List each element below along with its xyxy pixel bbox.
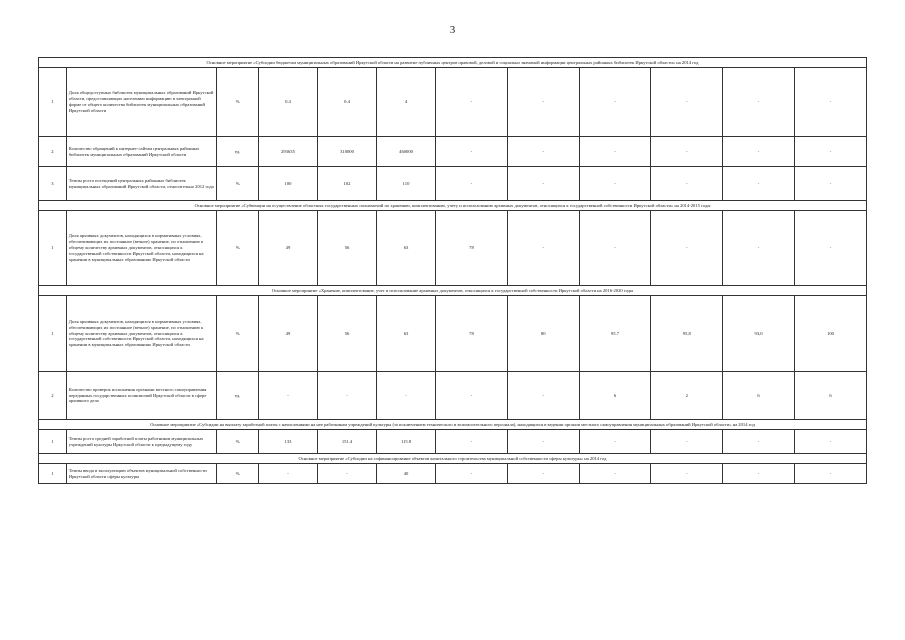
value-cell: 95,8	[651, 296, 723, 372]
unit-cell: %	[217, 211, 259, 286]
row-number: 2	[39, 137, 67, 167]
value-cell: -	[723, 430, 795, 454]
section-title: Основное мероприятие «Субсидии на софинансирование объектов капитального строительства муниципальной собственности сферы культуры» на 2014 год	[39, 454, 867, 464]
value-cell: -	[507, 68, 579, 137]
indicator-name: Темпы роста средней заработной платы работников муниципальных учреждений культуры Иркутской области к предыдущему году	[66, 430, 217, 454]
value-cell: 133	[258, 430, 317, 454]
value-cell: -	[579, 464, 651, 484]
value-cell: -	[651, 68, 723, 137]
value-cell: -	[579, 211, 651, 286]
value-cell: -	[258, 464, 317, 484]
row-number: 1	[39, 464, 67, 484]
page-number: 3	[449, 24, 456, 36]
value-cell: -	[436, 167, 508, 201]
value-cell: 95.7	[579, 296, 651, 372]
unit-cell: ед.	[217, 137, 259, 167]
value-cell: -	[436, 137, 508, 167]
indicator-name: Доля архивных документов, находящихся в нормативных условиях, обеспечивающих их постоянное (вечное) хранение, по отношению к общему количеству архивных документов, относящихся к государственной собственности Иркутской области, находящихся на хранении в муниципальных образованиях Иркутской области	[66, 296, 217, 372]
value-cell: -	[436, 430, 508, 454]
value-cell: -	[794, 464, 866, 484]
table-row	[39, 430, 867, 454]
value-cell: 0.4	[258, 68, 317, 137]
value-cell: -	[507, 211, 579, 286]
value-cell: -	[723, 137, 795, 167]
indicator-name: Темпы роста посещений центральных районных библиотек муниципальных образований Иркутской области, относительно 2012 года	[66, 167, 217, 201]
table-row	[39, 372, 867, 420]
indicator-name: Доля общедоступных библиотек муниципальных образований Иркутской области, предоставляющих населению информацию в электронной форме от общего количества библиотек муниципальных образований Иркутской области	[66, 68, 217, 137]
value-cell: 40	[377, 464, 436, 484]
value-cell: 56	[317, 211, 376, 286]
indicator-name: Доля архивных документов, находящихся в нормативных условиях, обеспечивающих их постоянное (вечное) хранение, по отношению к общему количеству архивных документов, относящихся к государственной собственности Иркутской области, находящихся на хранении в муниципальных образованиях Иркутской области	[66, 211, 217, 286]
value-cell: 100	[794, 296, 866, 372]
section-title: Основное мероприятие «Хранение, комплектование, учет и использование архивных документов, относящихся к государственной собственности Иркутской области на 2016-2020 годы	[39, 286, 867, 296]
value-cell: -	[507, 137, 579, 167]
value-cell: -	[651, 211, 723, 286]
value-cell: -	[794, 68, 866, 137]
value-cell: 2	[651, 372, 723, 420]
value-cell: 0.4	[317, 68, 376, 137]
indicator-name: Количество обращений к интернет-сайтам центральных районных библиотек муниципальных образований Иркутской области	[66, 137, 217, 167]
value-cell: -	[507, 372, 579, 420]
value-cell: 78	[436, 296, 508, 372]
value-cell: -	[579, 430, 651, 454]
value-cell: -	[651, 430, 723, 454]
row-number: 2	[39, 372, 67, 420]
value-cell: -	[651, 464, 723, 484]
value-cell: -	[794, 167, 866, 201]
value-cell: 6	[723, 372, 795, 420]
row-number: 1	[39, 68, 67, 137]
value-cell: -	[436, 372, 508, 420]
value-cell: -	[507, 167, 579, 201]
row-number: 1	[39, 430, 67, 454]
unit-cell: %	[217, 296, 259, 372]
value-cell: 78	[436, 211, 508, 286]
section-header-row	[39, 420, 867, 430]
unit-cell: %	[217, 464, 259, 484]
value-cell: 80	[507, 296, 579, 372]
section-header-row	[39, 454, 867, 464]
table-row	[39, 464, 867, 484]
indicators-table	[38, 57, 867, 484]
value-cell: -	[507, 464, 579, 484]
value-cell: -	[317, 464, 376, 484]
table-row	[39, 167, 867, 201]
unit-cell: %	[217, 167, 259, 201]
value-cell: -	[436, 464, 508, 484]
table-row	[39, 211, 867, 286]
value-cell: 63	[377, 211, 436, 286]
value-cell: -	[651, 137, 723, 167]
unit-cell: %	[217, 68, 259, 137]
unit-cell: %	[217, 430, 259, 454]
value-cell: 63	[377, 296, 436, 372]
section-header-row	[39, 286, 867, 296]
value-cell: 6	[579, 372, 651, 420]
value-cell: -	[794, 211, 866, 286]
value-cell: 4	[377, 68, 436, 137]
section-title: Основное мероприятие «Субсидии на выплату заработной платы с начислениями на нее работникам учреждений культуры (за исключением технического и вспомогательного персонала), находящихся в ведении органов местного самоуправления муниципальных образований Иркутской области» на 2014 год	[39, 420, 867, 430]
value-cell: -	[723, 464, 795, 484]
indicator-name: Количество проверок исполнения органами местного самоуправления переданных государственных полномочий Иркутской области в сфере архивного дела	[66, 372, 217, 420]
value-cell: 56	[317, 296, 376, 372]
value-cell: -	[723, 167, 795, 201]
value-cell: -	[651, 167, 723, 201]
value-cell: 110	[377, 167, 436, 201]
value-cell: 100	[258, 167, 317, 201]
section-title: Основное мероприятие «Субсидии бюджетам муниципальных образований Иркутской области на развитие публичных центров правовой, деловой и социально значимой информации центральных районных библиотек Иркутской области» на 2014 год	[39, 58, 867, 68]
value-cell: -	[794, 430, 866, 454]
value-cell: 310000	[317, 137, 376, 167]
row-number: 1	[39, 211, 67, 286]
value-cell: -	[723, 211, 795, 286]
value-cell: 460000	[377, 137, 436, 167]
table-row	[39, 296, 867, 372]
value-cell: 293635	[258, 137, 317, 167]
value-cell: 6	[794, 372, 866, 420]
value-cell: -	[258, 372, 317, 420]
table-row	[39, 137, 867, 167]
value-cell: -	[579, 68, 651, 137]
value-cell: -	[507, 430, 579, 454]
value-cell: -	[377, 372, 436, 420]
value-cell: -	[794, 137, 866, 167]
value-cell: -	[579, 137, 651, 167]
indicator-name: Темпы ввода в эксплуатацию объектов муниципальной собственности Иркутской области сферы культуры	[66, 464, 217, 484]
value-cell: -	[723, 68, 795, 137]
value-cell: 49	[258, 296, 317, 372]
unit-cell: ед.	[217, 372, 259, 420]
section-header-row	[39, 58, 867, 68]
value-cell: 49	[258, 211, 317, 286]
value-cell: 102	[317, 167, 376, 201]
value-cell: 115.8	[377, 430, 436, 454]
section-title: Основное мероприятие «Субвенции на осуществление областных государственных полномочий по хранению, комплектованию, учету и использованию архивных документов, относящихся к государственной собственности Иркутской области» на 2014-2015 годы	[39, 201, 867, 211]
section-header-row	[39, 201, 867, 211]
table-row	[39, 68, 867, 137]
value-cell: -	[317, 372, 376, 420]
row-number: 3	[39, 167, 67, 201]
value-cell: 93,0	[723, 296, 795, 372]
value-cell: -	[579, 167, 651, 201]
row-number: 1	[39, 296, 67, 372]
value-cell: -	[436, 68, 508, 137]
value-cell: 151.4	[317, 430, 376, 454]
